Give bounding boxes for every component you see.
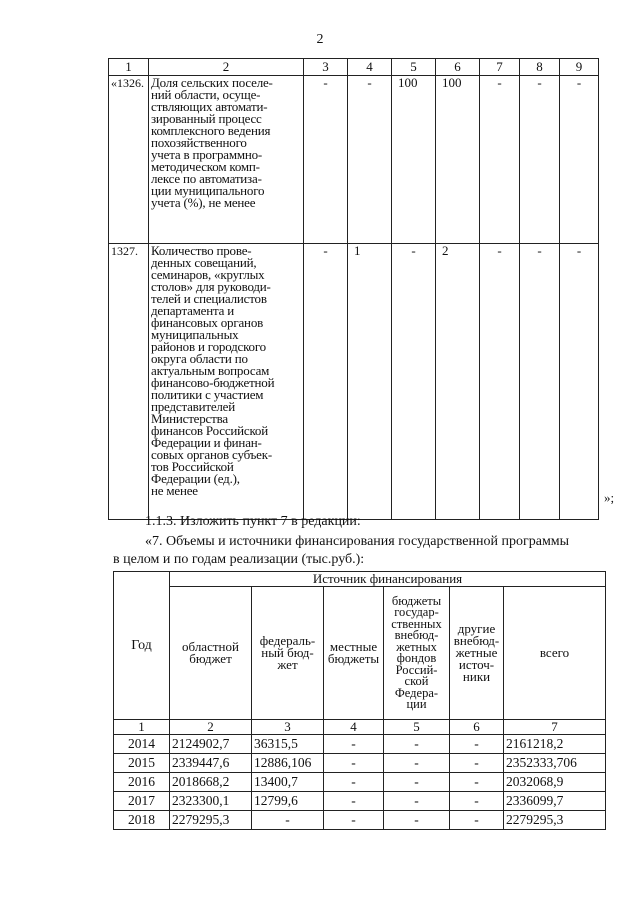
column-number: 6	[450, 720, 504, 735]
amount-cell: 2339447,6	[170, 754, 252, 773]
amount-cell: -	[324, 754, 384, 773]
indicator-value: -	[520, 76, 560, 244]
amount-cell: 36315,5	[252, 735, 324, 754]
text-line: бюджеты	[327, 651, 380, 666]
paragraph-heading: «7. Объемы и источники финансирования государственной программы	[145, 534, 570, 549]
text-line: местные	[329, 639, 378, 654]
table-row	[114, 811, 606, 830]
year-cell: 2018	[114, 811, 170, 830]
column-number: 2	[149, 59, 304, 76]
indicator-value: -	[480, 244, 520, 520]
text-line: Федерации (ед.),	[151, 471, 240, 486]
amount-cell: -	[384, 811, 450, 830]
amount-cell: 2124902,7	[170, 735, 252, 754]
indicator-number: 1327.	[109, 244, 149, 520]
text-line: столов» для руководи-	[151, 279, 271, 294]
text-line: ственных	[391, 616, 442, 631]
text-line: тов Российской	[151, 459, 234, 474]
table-row	[114, 735, 606, 754]
column-number: 4	[348, 59, 392, 76]
amount-cell: -	[450, 735, 504, 754]
table-row	[109, 76, 599, 244]
year-cell: 2014	[114, 735, 170, 754]
text-line: не менее	[151, 483, 198, 498]
column-number: 5	[384, 720, 450, 735]
indicator-value: -	[304, 76, 348, 244]
column-number: 9	[560, 59, 599, 76]
column-header	[170, 587, 252, 720]
column-number: 3	[252, 720, 324, 735]
column-number: 7	[504, 720, 606, 735]
indicator-value: 2	[436, 244, 480, 520]
table-row	[114, 754, 606, 773]
year-cell: 2017	[114, 792, 170, 811]
amount-cell: -	[252, 811, 324, 830]
text-line: источ-	[458, 657, 495, 672]
text-line: совых органов субъек-	[151, 447, 272, 462]
text-line: финансов Российской	[151, 423, 268, 438]
column-number: 7	[480, 59, 520, 76]
text-line: другие	[457, 621, 496, 636]
text-line: телей и специалистов	[151, 291, 267, 306]
text-line: федераль-	[259, 633, 316, 648]
amount-cell: -	[450, 811, 504, 830]
text-line: учета в программно-	[151, 147, 263, 162]
year-header: Год	[114, 572, 170, 720]
text-line: Министерства	[151, 411, 228, 426]
text-line: жет	[277, 657, 298, 672]
indicator-value: 100	[392, 76, 436, 244]
text-line: ный бюд-	[261, 645, 314, 660]
financing-header-row	[114, 572, 606, 587]
text-line: департамента и	[151, 303, 235, 318]
amount-cell: -	[324, 773, 384, 792]
indicator-value: -	[304, 244, 348, 520]
amount-cell: -	[384, 735, 450, 754]
text-line: Доля сельских поселе-	[151, 75, 273, 90]
text-line: государ-	[394, 605, 439, 619]
text-line: зированный процесс	[151, 111, 262, 126]
column-header	[252, 587, 324, 720]
amount-cell: 2032068,9	[504, 773, 606, 792]
paragraph-amendment: 1.1.3. Изложить пункт 7 в редакции:	[145, 514, 361, 529]
text-line: ции	[406, 697, 427, 711]
table-row	[114, 792, 606, 811]
text-line: представителей	[151, 399, 236, 414]
text-line: семинаров, «круглых	[151, 267, 265, 282]
amount-cell: -	[450, 754, 504, 773]
text-line: районов и городского	[151, 339, 266, 354]
amount-cell: -	[384, 792, 450, 811]
amount-cell: -	[384, 754, 450, 773]
text-line: бюджет	[189, 651, 232, 666]
text-line: ствляющих автомати-	[151, 99, 268, 114]
table-row	[109, 244, 599, 520]
text-line: учета (%), не менее	[151, 195, 256, 210]
indicator-value: 1	[348, 244, 392, 520]
table-row	[114, 773, 606, 792]
indicator-value: -	[480, 76, 520, 244]
amount-cell: -	[324, 792, 384, 811]
amount-cell: 13400,7	[252, 773, 324, 792]
column-number: 8	[520, 59, 560, 76]
text-line: финансовых органов	[151, 315, 264, 330]
indicators-table	[108, 58, 599, 520]
year-cell: 2016	[114, 773, 170, 792]
indicator-text	[149, 76, 304, 244]
text-line: бюджеты	[391, 593, 442, 608]
indicator-text	[149, 244, 304, 520]
text-line: лексе по автоматиза-	[151, 171, 262, 186]
indicator-value: -	[560, 76, 599, 244]
amount-cell: 2279295,3	[504, 811, 606, 830]
text-line: жетных	[396, 639, 437, 654]
text-line: Федера-	[394, 685, 439, 700]
text-line: политики с участием	[151, 387, 264, 402]
amount-cell: -	[384, 773, 450, 792]
indicator-number: «1326.	[109, 76, 149, 244]
column-number: 1	[114, 720, 170, 735]
text-line: внебюд-	[453, 633, 500, 648]
column-number: 5	[392, 59, 436, 76]
text-line: ний области, осуще-	[151, 87, 261, 102]
text-line: ции муниципального	[151, 183, 265, 198]
text-line: внебюд-	[394, 628, 439, 642]
amount-cell: -	[324, 735, 384, 754]
amount-cell: 2336099,7	[504, 792, 606, 811]
indicator-value: -	[348, 76, 392, 244]
indicator-value: -	[520, 244, 560, 520]
text-line: актуальным вопросам	[151, 363, 270, 378]
text-line: Федерации и финан-	[151, 435, 262, 450]
amount-cell: -	[450, 792, 504, 811]
column-header	[384, 587, 450, 720]
text-line: Количество прове-	[151, 243, 252, 258]
indicator-value: -	[560, 244, 599, 520]
amount-cell: 12886,106	[252, 754, 324, 773]
amount-cell: -	[450, 773, 504, 792]
column-header	[324, 587, 384, 720]
text-line: похозяйственного	[151, 135, 247, 150]
text-line: муниципальных	[151, 327, 239, 342]
text-line: методическом комп-	[151, 159, 260, 174]
amount-cell: 2161218,2	[504, 735, 606, 754]
column-number: 4	[324, 720, 384, 735]
text-line: областной	[182, 639, 239, 654]
amount-cell: 2352333,706	[504, 754, 606, 773]
column-header	[504, 587, 606, 720]
page-number: 2	[316, 32, 324, 47]
amount-cell: 12799,6	[252, 792, 324, 811]
text-line: жетные	[455, 645, 498, 660]
indicator-value: -	[392, 244, 436, 520]
closing-quote: »;	[604, 490, 615, 505]
year-cell: 2015	[114, 754, 170, 773]
column-numbers-row	[114, 720, 606, 735]
column-number: 3	[304, 59, 348, 76]
text-line: денных совещаний,	[151, 255, 257, 270]
column-header	[450, 587, 504, 720]
financing-subheader-row	[114, 587, 606, 720]
column-number: 1	[109, 59, 149, 76]
column-number: 6	[436, 59, 480, 76]
amount-cell: 2018668,2	[170, 773, 252, 792]
text-line: комплексного ведения	[151, 123, 271, 138]
indicator-value: 100	[436, 76, 480, 244]
source-header: Источник финансирования	[170, 572, 606, 587]
column-number: 2	[170, 720, 252, 735]
financing-table	[113, 571, 606, 830]
text-line: фондов	[396, 651, 437, 665]
amount-cell: 2279295,3	[170, 811, 252, 830]
text-line: ской	[404, 674, 429, 688]
text-line: всего	[539, 645, 570, 660]
text-line: округа области по	[151, 351, 248, 366]
amount-cell: 2323300,1	[170, 792, 252, 811]
amount-cell: -	[324, 811, 384, 830]
indicators-header-row	[109, 59, 599, 76]
text-line: финансово-бюджетной	[151, 375, 275, 390]
text-line: Россий-	[395, 662, 438, 677]
paragraph-heading-cont: в целом и по годам реализации (тыс.руб.):	[113, 552, 365, 567]
text-line: ники	[462, 669, 491, 684]
